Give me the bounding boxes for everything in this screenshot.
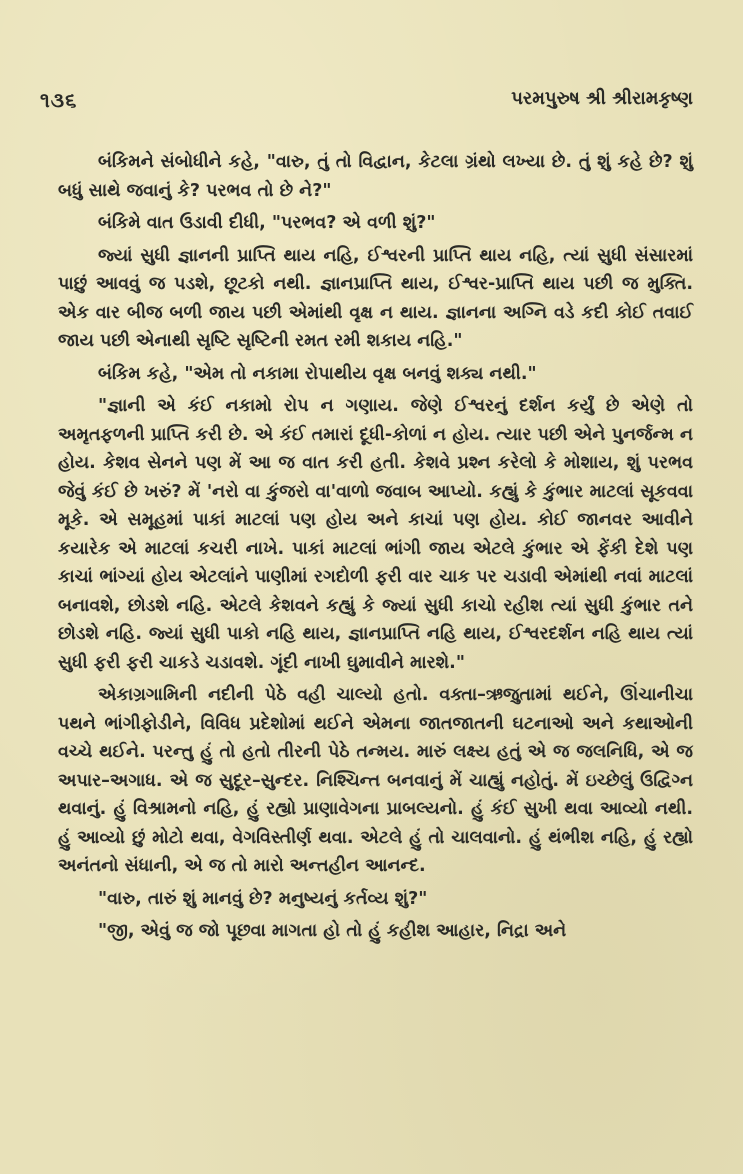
paragraph: "જ્ઞાની એ કંઈ નકામો રોપ ન ગણાય. જેણે ઈશ્વરનું દર્શન કર્યું છે એણે તો અમૃતફળની પ્રાપ્તિ કરી છે. એ કંઈ તમારાં દૂધી-કોળાં ન હોય. ત્યાર પછી એને પુનર્જન્મ ન હોય. કેશવ સેનને પણ મેં આ જ વાત કરી હતી. કેશવે પ્રશ્ન કરેલો કે મોશાય, શું પરભવ જેવું કંઈ છે ખરું? મેં 'નરો વા કુંજરો વા'વાળો જવાબ આપ્યો. કહ્યું કે કુંભાર માટલાં સૂકવવા મૂકે. એ સમૂહમાં પાકાં માટલાં પણ હોય અને કાચાં પણ હોય. કોઈ જાનવર આવીને કયારેક એ માટલાં કચરી નાખે. પાકાં માટલાં ભાંગી જાય એટલે કુંભાર એ ફેંકી દેશે પણ કાચાં ભાંગ્યાં હોય એટલાંને પાણીમાં રગદોળી ફરી વાર ચાક પર ચડાવી એમાંથી નવાં માટલાં બનાવશે, છોડશે નહિ. એટલે કેશવને કહ્યું કે જ્યાં સુધી કાચો રહીશ ત્યાં સુધી કુંભાર તને છોડશે નહિ. જ્યાં સુધી પાકો નહિ થાય, જ્ઞાનપ્રાપ્તિ નહિ થાય, ઈશ્વરદર્શન નહિ થાય ત્યાં સુધી ફરી ફરી ચાકડે ચડાવશે. ગૂંદી નાખી ઘુમાવીને મારશે.": [58, 396, 693, 673]
paragraph: બંકિમને સંબોધીને કહે, "વારુ, તું તો વિદ્વાન, કેટલા ગ્રંથો લખ્યા છે. તું શું કહે છે? શું બધું સાથે જવાનું કે? પરભવ તો છે ને?": [58, 152, 693, 201]
body-text: [58, 148, 693, 946]
page-header: [40, 88, 693, 118]
paragraph: જ્યાં સુધી જ્ઞાનની પ્રાપ્તિ થાય નહિ, ઈશ્વરની પ્રાપ્તિ થાય નહિ, ત્યાં સુધી સંસારમાં પાછું આવવું જ પડશે, છૂટકો નથી. જ્ઞાનપ્રાપ્તિ થાય, ઈશ્વર-પ્રાપ્તિ થાય પછી જ મુક્તિ. એક વાર બીજ બળી જાય પછી એમાંથી વૃક્ષ ન થાય. જ્ઞાનના અગ્નિ વડે કદી કોઈ તવાઈ જાય પછી એનાથી સૃષ્ટિ સૃષ્ટિની રમત રમી શકાય નહિ.": [58, 245, 693, 351]
running-title: પરમપુરુષ શ્રી શ્રીરામકૃષ્ણ: [511, 88, 693, 109]
paragraph: બંકિમ કહે, "એમ તો નકામા રોપાથીય વૃક્ષ બનવું શક્ય નથી.": [98, 363, 537, 384]
paragraph: "જી, એવું જ જો પૂછવા માગતા હો તો હું કહીશ આહાર, નિદ્રા અને: [98, 921, 567, 941]
paragraph: એકાગ્રગામિની નદીની પેઠે વહી ચાલ્યો હતો. વક્તા–ઋજુતામાં થઈને, ઊંચાનીચા પથને ભાંગીફોડીને, વિવિધ પ્રદેશોમાં થઈને એમના જાતજાતની ઘટનાઓ અને કથાઓની વચ્ચે થઈને. પરન્તુ હું તો હતો તીરની પેઠે તન્મય. મારું લક્ષ્ય હતું એ જ જલનિધિ, એ જ અપાર–અગાધ. એ જ સુદૂર–સુન્દર. નિશ્ચિન્ત બનવાનું મેં ચાહ્યું નહોતું. મેં ઇચ્છેલું ઉદ્વિગ્ન થવાનું. હું વિશ્રામનો નહિ, હું રહ્યો પ્રાણાવેગના પ્રાબલ્યનો. હું કંઈ સુખી થવા આવ્યો નથી. હું આવ્યો છું મોટો થવા, વેગવિસ્તીર્ણ થવા. એટલે હું તો ચાલવાનો. હું થંભીશ નહિ, હું રહ્યો અનંતનો સંધાની, એ જ તો મારો અન્તહીન આનન્દ.: [58, 685, 693, 876]
page-number: ૧૩૬: [40, 88, 78, 112]
paragraph: બંકિમે વાત ઉડાવી દીધી, "પરભવ? એ વળી શું?": [98, 213, 436, 233]
paragraph: "વારુ, તારું શું માનવું છે? મનુષ્યનું કર્તવ્ય શું?": [98, 888, 428, 909]
